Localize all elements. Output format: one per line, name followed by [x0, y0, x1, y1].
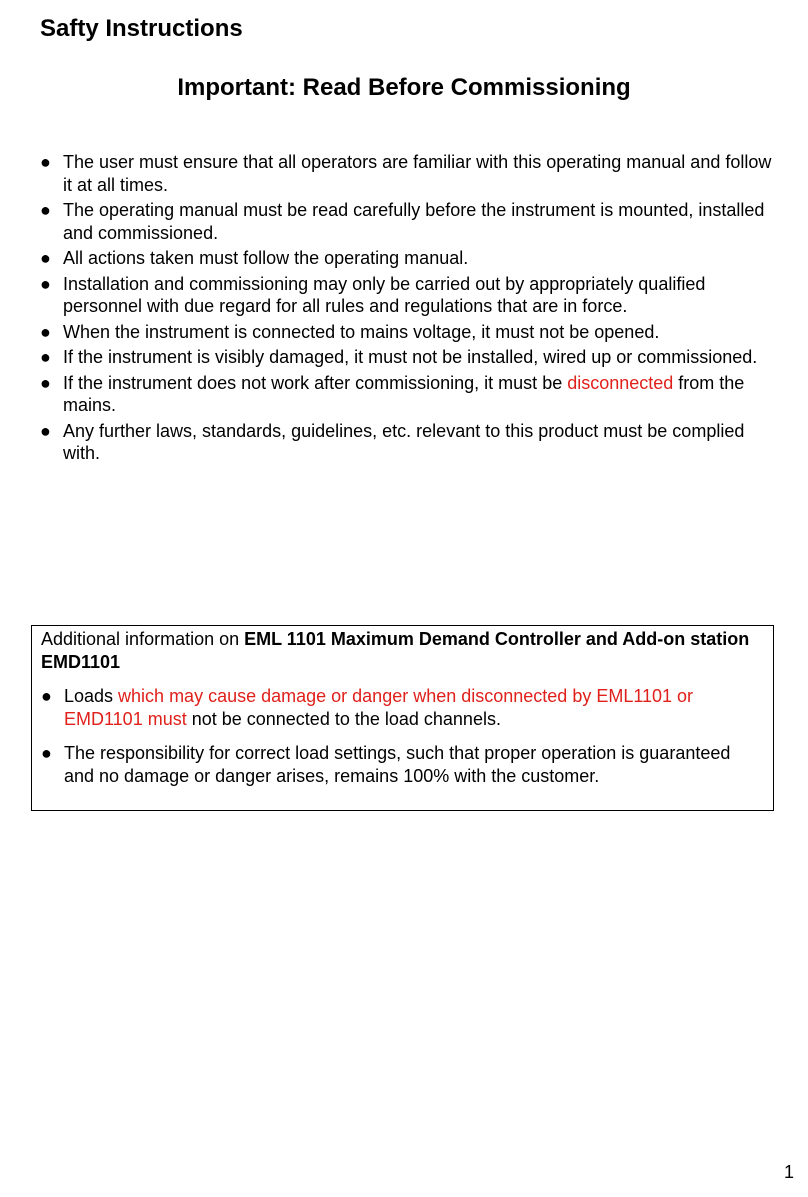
instruction-list: [40, 151, 780, 468]
list-item-text: not be connected to the load channels.: [186, 708, 501, 729]
list-item-text: If the instrument is visibly damaged, it must not be installed, wired up or commissioned.: [63, 347, 758, 367]
list-item-text: The operating manual must be read carefully before the instrument is mounted, installed and commissioned.: [63, 200, 765, 243]
list-item: [40, 199, 780, 244]
list-item-text: The responsibility for correct load settings, such that proper operation is guaranteed and no damage or danger arises, remains 100% with the customer.: [64, 743, 731, 786]
list-item: [41, 742, 763, 787]
bullet-icon: ●: [41, 743, 52, 763]
bullet-icon: ●: [41, 686, 52, 706]
bullet-icon: ●: [40, 273, 51, 294]
info-box-title: [41, 628, 763, 674]
info-title-product: EML 1101 Maximum Demand Controller and Add-on station EMD1101: [41, 629, 750, 672]
bullet-icon: ●: [40, 420, 51, 441]
list-item: [41, 685, 763, 730]
info-title-prefix: Additional information on: [41, 629, 245, 649]
bullet-icon: ●: [40, 372, 51, 393]
list-item: [40, 420, 780, 465]
bullet-icon: ●: [40, 152, 51, 172]
list-item: [40, 321, 780, 344]
list-item: [40, 346, 780, 369]
list-item-text: All actions taken must follow the operating manual.: [63, 248, 469, 268]
list-item-text: Loads: [64, 686, 119, 706]
bullet-icon: ●: [40, 321, 51, 342]
info-list: [41, 685, 763, 787]
list-item: [40, 273, 780, 318]
bullet-icon: ●: [40, 200, 51, 220]
list-item-text: If the instrument does not work after commissioning, it must be: [63, 372, 568, 393]
list-item: [40, 372, 780, 417]
highlighted-text: disconnected: [567, 372, 674, 393]
list-item-text: from the mains.: [63, 372, 745, 415]
highlighted-text: which may cause damage or danger when disconnected by EML1101 or EMD1101 must: [64, 686, 694, 729]
list-item-text: When the instrument is connected to mains voltage, it must not be opened.: [63, 321, 660, 342]
page-title: Safty Instructions: [40, 15, 243, 42]
list-item-text: Installation and commissioning may only be carried out by appropriately qualified personnel with due regard for all rules and regulations that are in force.: [63, 273, 706, 316]
additional-info-box: [31, 625, 774, 811]
page-subtitle: Important: Read Before Commissioning: [177, 74, 631, 101]
list-item-text: The user must ensure that all operators are familiar with this operating manual and follow it at all times.: [63, 152, 772, 195]
list-item: [40, 151, 780, 196]
list-item-text: Any further laws, standards, guidelines, etc. relevant to this product must be complied with.: [63, 420, 745, 463]
bullet-icon: ●: [40, 347, 51, 367]
bullet-icon: ●: [40, 248, 51, 268]
page-number: 1: [783, 1162, 794, 1182]
list-item: [40, 247, 780, 270]
